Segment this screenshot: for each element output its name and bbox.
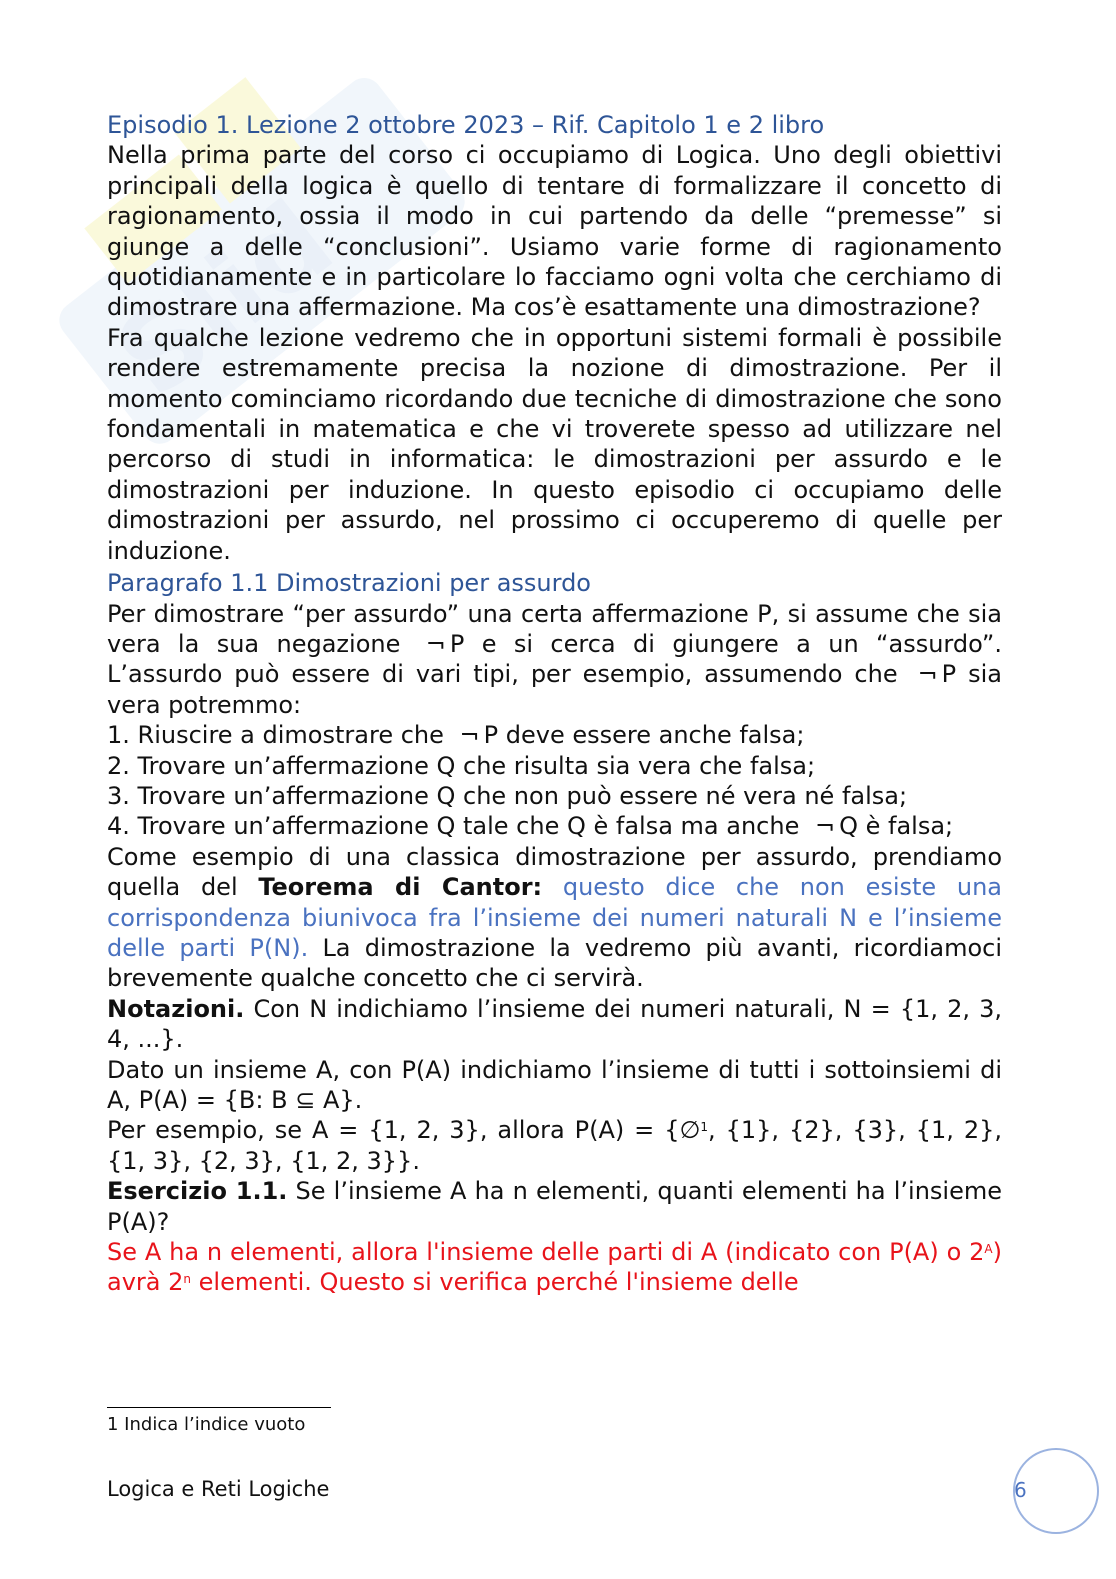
formal-systems-paragraph: Fra qualche lezione vedremo che in opportuni sistemi formali è possibile rendere estremamente precisa la nozione di dimostrazione. Per il momento cominciamo ricordando due tecniche di dimostrazione che sono fondamentali in matematica e che vi troverete spesso ad utilizzare nel percorso di studi in informatica: le dimostrazioni per assurdo e le dimostrazioni per induzione. In questo episodio ci occupiamo delle dimostrazioni per assurdo, nel prossimo ci occuperemo di quelle per induzione. — [107, 323, 1002, 565]
footnote-ref[interactable]: 1 — [700, 1120, 709, 1135]
footnote: 1 Indica l’indice vuoto — [107, 1414, 306, 1435]
cantor-theorem-label: Teorema di Cantor: — [258, 873, 543, 902]
powerset-definition: Dato un insieme A, con P(A) indichiamo l’insieme di tutti i sottoinsiemi di A, P(A) = {B: B ⊆ A}. — [107, 1055, 1002, 1114]
exercise-paragraph: Esercizio 1.1. Se l’insieme A ha n elementi, quanti elementi ha l’insieme P(A)? — [107, 1177, 1002, 1236]
footer-title: Logica e Reti Logiche — [107, 1477, 330, 1501]
list-item: 3. Trovare un’affermazione Q che non può essere né vera né falsa; — [107, 781, 908, 810]
intro-paragraph: Nella prima parte del corso ci occupiamo di Logica. Uno degli obiettivi principali della logica è quello di tentare di formalizzare il concetto di ragionamento, ossia il modo in cui partendo da delle “premesse” si giunge a delle “conclusioni”. Usiamo varie forme di ragionamento quotidianamente e in particolare lo facciamo ogni volta che cerchiamo di dimostrare una affermazione. Ma cos’è esattamente una dimostrazione? — [107, 141, 1002, 322]
cantor-paragraph: Come esempio di una classica dimostrazione per assurdo, prendiamo quella del Teorema di Cantor: questo dice che non esiste una corrispondenza biunivoca fra l’insieme dei numeri naturali N e l’insieme delle parti P(N). La dimostrazione la vedremo più avanti, ricordiamoci brevemente qualche concetto che ci servirà. — [107, 842, 1003, 993]
absurd-definition-paragraph: Per dimostrare “per assurdo” una certa affermazione P, si assume che sia vera la sua negazione ¬ P e si cerca di giungere a un “assurdo”. L’assurdo può essere di vari tipi, per esempio, assumendo che ¬ P sia vera potremmo: — [107, 599, 1002, 719]
exercise-answer: Se A ha n elementi, allora l'insieme delle parti di A (indicato con P(A) o $2^A$) avrà 2$^n$ elementi. Questo si verifica perché l'insieme delle — [107, 1238, 1002, 1297]
cantor-statement: questo dice che non esiste una corrispondenza biunivoca fra l’insieme dei numeri naturali N e l’insieme delle parti P(N). — [107, 873, 1003, 962]
powerset-example: Per esempio, se A = {1, 2, 3}, allora P(A) = {∅$^1$, {1}, {2}, {3}, {1, 2}, {1, 3}, {2, 3}, {1, 2, 3}}. — [107, 1116, 1003, 1175]
section-heading: Paragrafo 1.1 Dimostrazioni per assurdo — [107, 569, 591, 598]
list-item: 2. Trovare un’affermazione Q che risulta sia vera che falsa; — [107, 751, 816, 780]
list-item: 1. Riuscire a dimostrare che ¬ P deve essere anche falsa; — [107, 721, 805, 750]
footnote-separator — [107, 1407, 331, 1408]
page-number: 6 — [1014, 1478, 1027, 1502]
notazioni-paragraph: Notazioni. Con N indichiamo l’insieme dei numeri naturali, N = {1, 2, 3, 4, ...}. — [107, 994, 1002, 1054]
episode-heading: Episodio 1. Lezione 2 ottobre 2023 – Rif. Capitolo 1 e 2 libro — [107, 111, 825, 139]
svg-text:Slid: Slid — [92, 176, 356, 422]
list-item: 4. Trovare un’affermazione Q tale che Q è falsa ma anche ¬ Q è falsa; — [107, 812, 954, 841]
page-body — [107, 110, 1002, 1298]
